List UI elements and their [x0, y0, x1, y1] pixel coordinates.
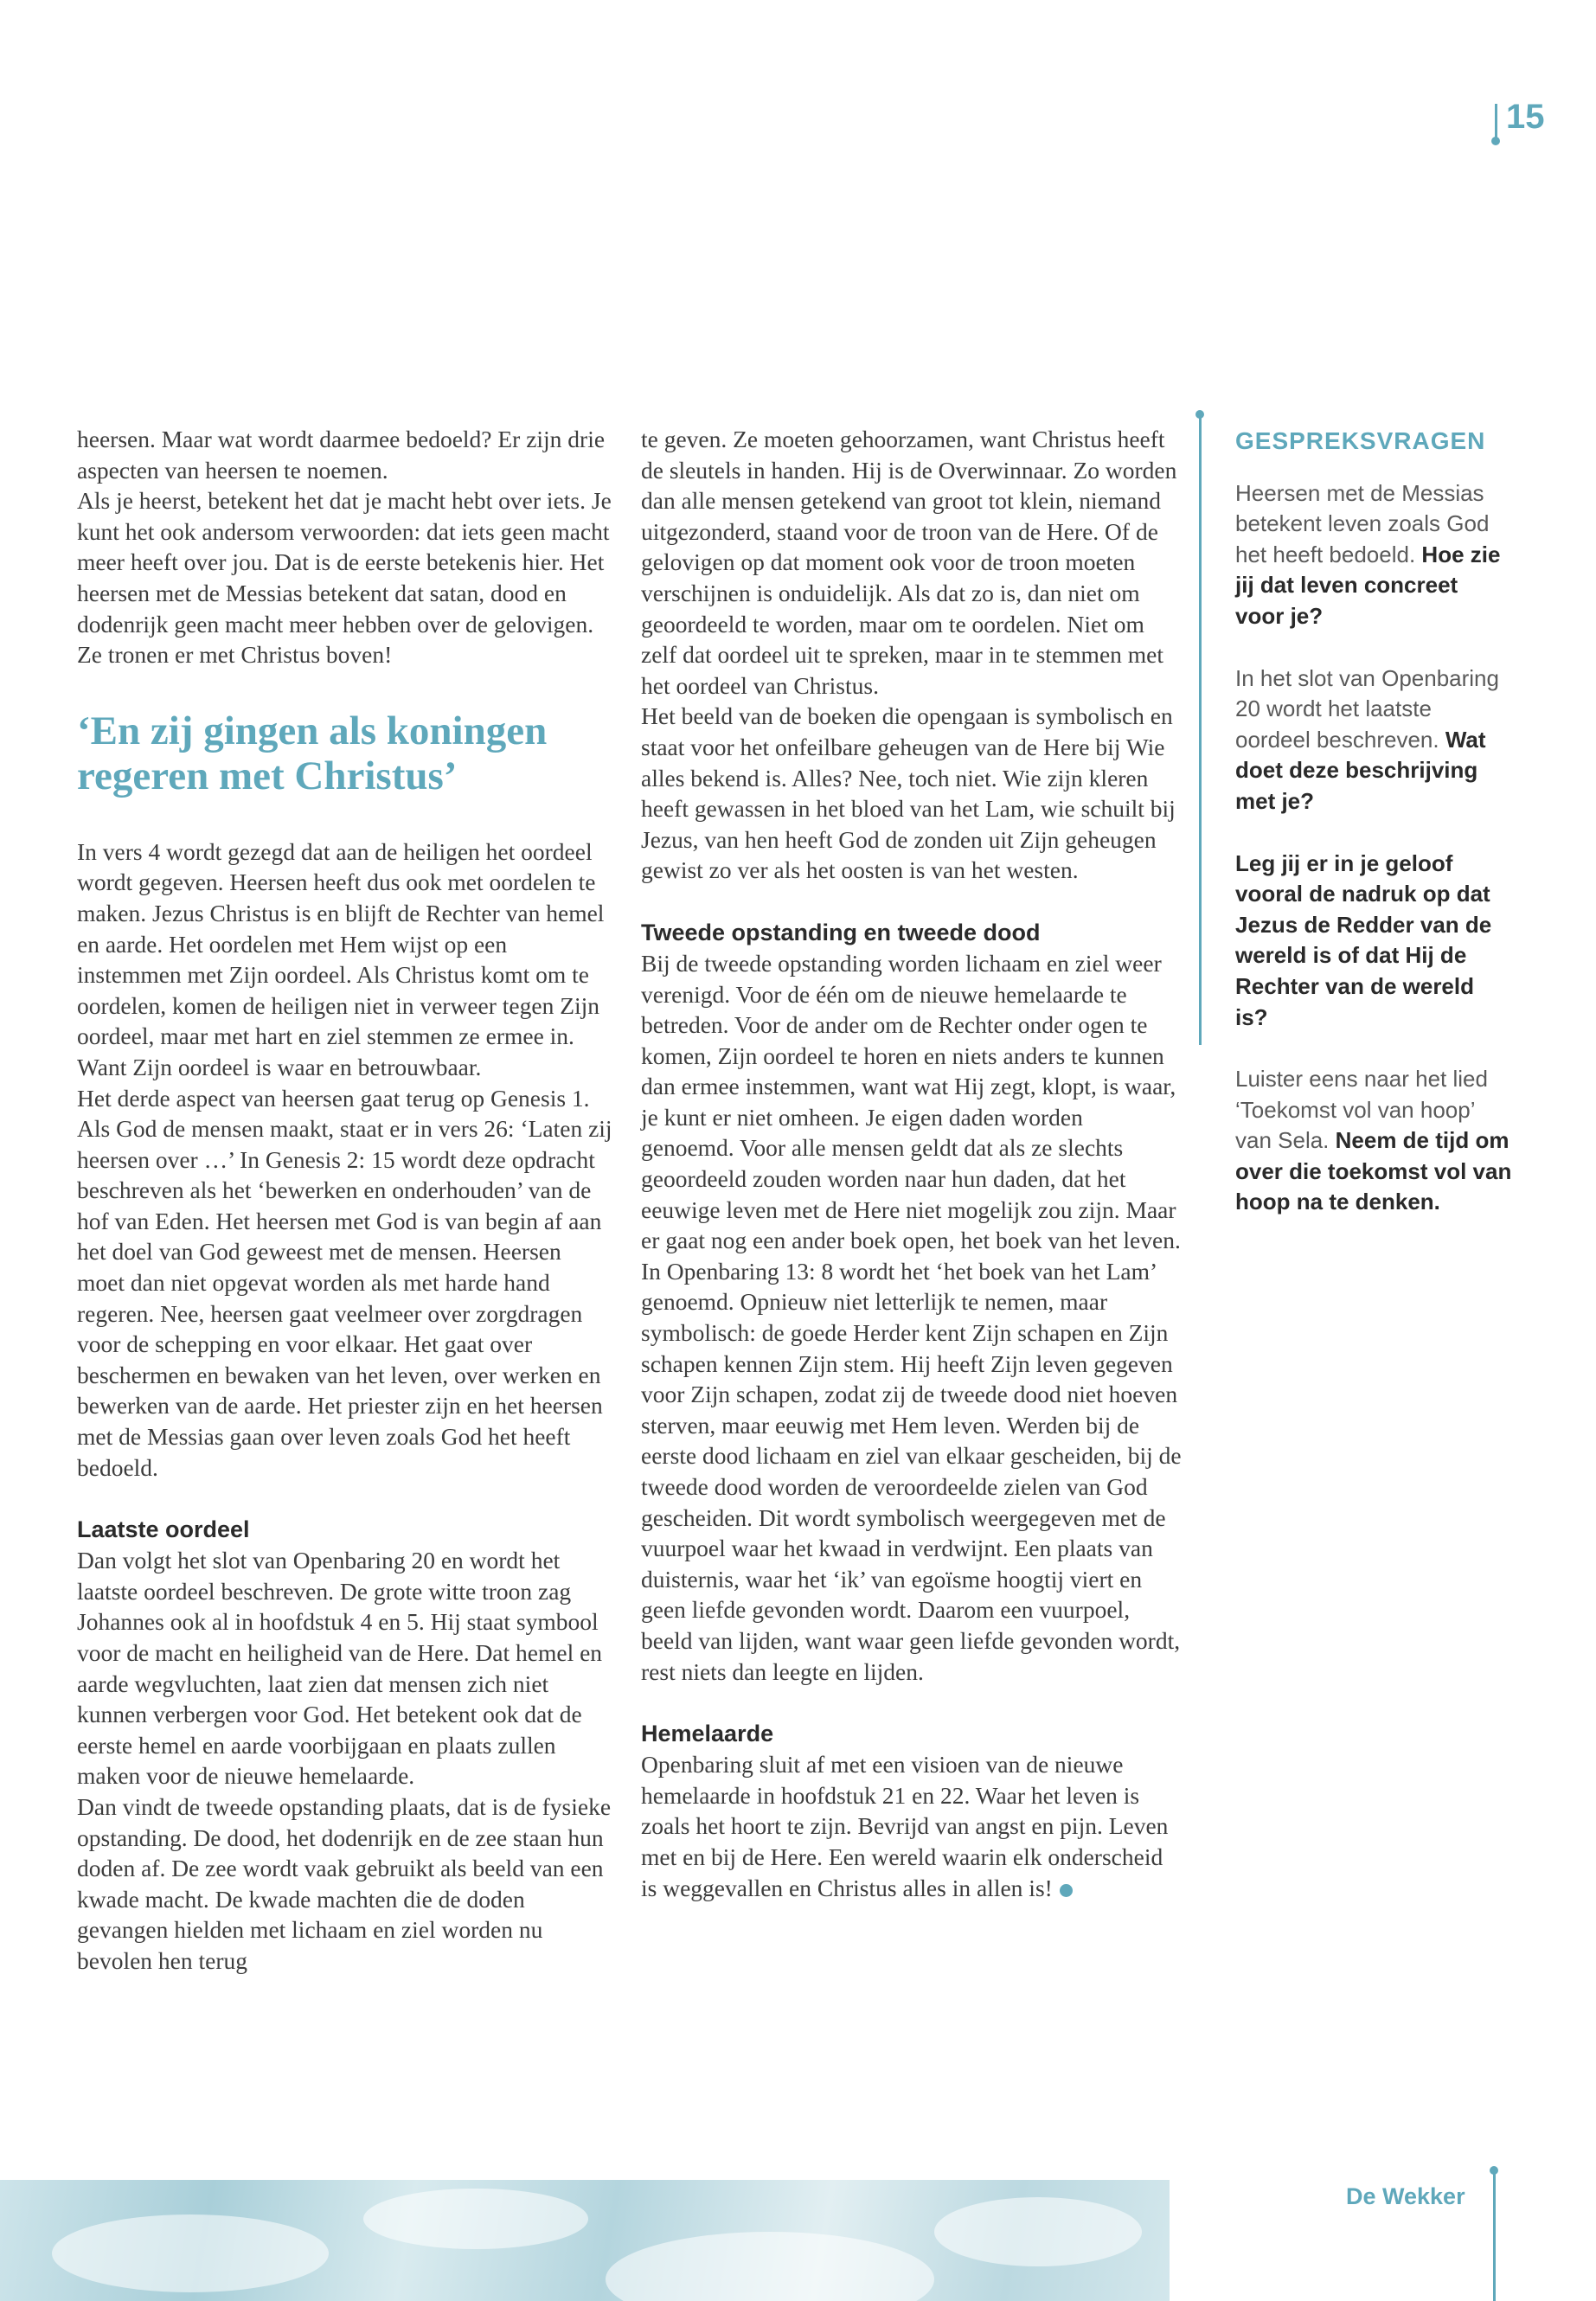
question-2-bold: Wat doet deze beschrijving met je?	[1235, 726, 1486, 814]
page-number: 15	[1506, 98, 1545, 136]
sidebar-rule-dot	[1195, 410, 1204, 419]
paragraph: Dan volgt het slot van Openbaring 20 en wordt het laatste oordeel beschreven. De grote witte troon zag Johannes ook al in hoofdstuk 4 en 5. Hij staat symbool voor de macht en heiligheid van de Here. Dat hemel en aarde wegvluchten, laat zien dat mensen zich niet kunnen verbergen voor God. Het betekent ook dat de eerste hemel en aarde voorbijgaan en plaats zullen maken voor de nieuwe hemelaarde.	[77, 1547, 603, 1790]
question-1-bold: Hoe zie jij dat leven concreet voor je?	[1235, 541, 1501, 629]
paragraph-final	[641, 1749, 1182, 1903]
discussion-questions-box	[1235, 426, 1512, 1249]
paragraph: heersen. Maar wat wordt daarmee bedoeld? Er zijn drie aspecten van heersen te noemen.	[77, 426, 606, 484]
paragraph: Bij de tweede opstanding worden lichaam en ziel weer verenigd. Voor de één om de nieuwe hemelaarde te betreden. Voor de ander om de Rechter onder ogen te komen, Zijn oordeel te horen en niets anders te kunnen dan ermee instemmen, want wat Hij zegt, klopt, is waar, je kunt er niet omheen. Je eigen daden worden genoemd. Voor alle mensen geldt dat als ze slechts geoordeeld zouden worden naar hun daden, dat het eeuwige leven met de Here niet mogelijk zou zijn. Maar er gaat nog een ander boek open, het boek van het leven. In Openbaring 13: 8 wordt het ‘het boek van het Lam’ genoemd. Opnieuw niet letterlijk te nemen, maar symbolisch: de goede Herder kent Zijn schapen en Zijn schapen kennen Zijn stem. Hij heeft Zijn leven gegeven voor Zijn schapen, zodat zij de tweede dood niet hoeven sterven, maar eeuwig met Hem leven. Werden bij de eerste dood lichaam en ziel van elkaar gescheiden, bij de tweede dood worden de veroordeelde zielen van God gescheiden. Dit wordt symbolisch weergegeven met de vuurpoel waar het kwaad in verdwijnt. Een plaats van duisternis, waar het ‘ik’ van egoïsme hoogtij viert en geen liefde gevonden wordt. Daarom een vuurpoel, beeld van lijden, want waar geen liefde gevonden wordt, rest niets dan leegte en lijden.	[641, 949, 1182, 1685]
pull-quote: ‘En zij gingen als koningen regeren met Christus’	[77, 708, 548, 798]
article-column-2	[641, 424, 1182, 1903]
question-4-bold: Neem de tijd om over die toekomst vol van hoop na te denken.	[1235, 1127, 1512, 1215]
footer-rule	[1493, 2170, 1496, 2301]
subheading-laatste-oordeel: Laatste oordeel	[77, 1516, 250, 1543]
question-2-text: In het slot van Openbaring 20 wordt het laatste oordeel beschreven.	[1235, 664, 1499, 753]
subheading-tweede-opstanding: Tweede opstanding en tweede dood	[641, 919, 1041, 945]
paragraph: Het beeld van de boeken die opengaan is symbolisch en staat voor het onfeilbare geheugen van de Here bij Wie alles bekend is. Alles? Nee, toch niet. Wie zijn kleren heeft gewassen in het bloed van het Lam, wie schuilt bij Jezus, van hen heeft God de zonden uit Zijn geheugen gewist zo ver als het oosten is van het westen.	[641, 702, 1176, 884]
end-mark-icon	[1060, 1884, 1073, 1897]
question-4-text: Luister eens naar het lied ‘Toekomst vol van hoop’ van Sela.	[1235, 1066, 1488, 1154]
paragraph: Dan vindt de tweede opstanding plaats, dat is de fysieke opstanding. De dood, het dodenrijk en de zee staan hun doden af. De zee wordt vaak gebruikt als beeld van een kwade macht. De kwade machten die de doden gevangen hielden met lichaam en ziel worden nu bevolen hen terug	[77, 1792, 612, 1974]
paragraph: te geven. Ze moeten gehoorzamen, want Christus heeft de sleutels in handen. Hij is de Overwinnaar. Zo worden dan alle mensen getekend van groot tot klein, niemand uitgezonderd, staand voor de troon van de Here. Of de gelovigen op dat moment ook voor de troon moeten verschijnen is onduidelijk. Als dat zo is, dan niet om geoordeeld te worden, maar om te oordelen. Niet om zelf dat oordeel uit te spreken, maar in te stemmen met het oordeel van Christus.	[641, 426, 1177, 699]
paragraph: Het derde aspect van heersen gaat terug op Genesis 1. Als God de mensen maakt, staat er in vers 26: ‘Laten zij heersen over …’ In Genesis 2: 15 wordt deze opdracht beschreven als het ‘bewerken en onderhouden’ van de hof van Eden. Het heersen met God is van begin af aan het doel van God geweest met de mensen. Heersen moet dan niet opgevat worden als met harde hand regeren. Nee, heersen gaat veelmeer over zorgdragen voor de schepping en voor elkaar. Het gaat over beschermen en bewaken van het leven, over werken en bewerken van de aarde. Het priester zijn en het heersen met de Messias gaan over leven zoals God het heeft bedoeld.	[77, 1084, 612, 1481]
sidebar-title: GESPREKSVRAGEN	[1235, 427, 1486, 454]
article-column-1	[77, 424, 613, 1977]
footer-rule-dot	[1490, 2166, 1498, 2175]
question-3-bold: Leg jij er in je geloof vooral de nadruk op dat Jezus de Redder van de wereld is of dat Hij de Rechter van de wereld is?	[1235, 849, 1492, 1030]
paragraph: Als je heerst, betekent het dat je macht hebt over iets. Je kunt het ook andersom verwoorden: dat iets geen macht meer heeft over jou. Dat is de eerste betekenis hier. Het heersen met de Messias betekent dat satan, dood en dodenrijk geen macht meer hebben over de gelovigen. Ze tronen er met Christus boven!	[77, 487, 612, 669]
paragraph-text: Openbaring sluit af met een visioen van de nieuwe hemelaarde in hoofdstuk 21 en 22. Waar het leven is zoals het hoort te zijn. Bevrijd van angst en pijn. Leven met en bij de Here. Een wereld waarin elk onderscheid is weggevallen en Christus alles in allen is!	[641, 1751, 1169, 1901]
publication-name: De Wekker	[1346, 2183, 1465, 2209]
question-3	[1235, 849, 1512, 1034]
question-1-text: Heersen met de Messias betekent leven zoals God het heeft bedoeld.	[1235, 479, 1490, 567]
paragraph: In vers 4 wordt gezegd dat aan de heiligen het oordeel wordt gegeven. Heersen heeft dus ook met oordelen te maken. Jezus Christus is en blijft de Rechter van hemel en aarde. Het oordelen met Hem wijst op een instemmen met Zijn oordeel. Als Christus komt om te oordelen, komen de heiligen niet in verweer tegen Zijn oordeel, maar met hart en ziel stemmen ze ermee in. Want Zijn oordeel is waar en betrouwbaar.	[77, 837, 605, 1080]
question-2	[1235, 663, 1512, 817]
footer-sky-image	[0, 2180, 1170, 2301]
question-4	[1235, 1064, 1512, 1218]
sidebar-rule	[1199, 413, 1202, 1045]
question-1	[1235, 478, 1512, 632]
subheading-hemelaarde: Hemelaarde	[641, 1721, 774, 1747]
page-number-dot	[1491, 137, 1500, 145]
